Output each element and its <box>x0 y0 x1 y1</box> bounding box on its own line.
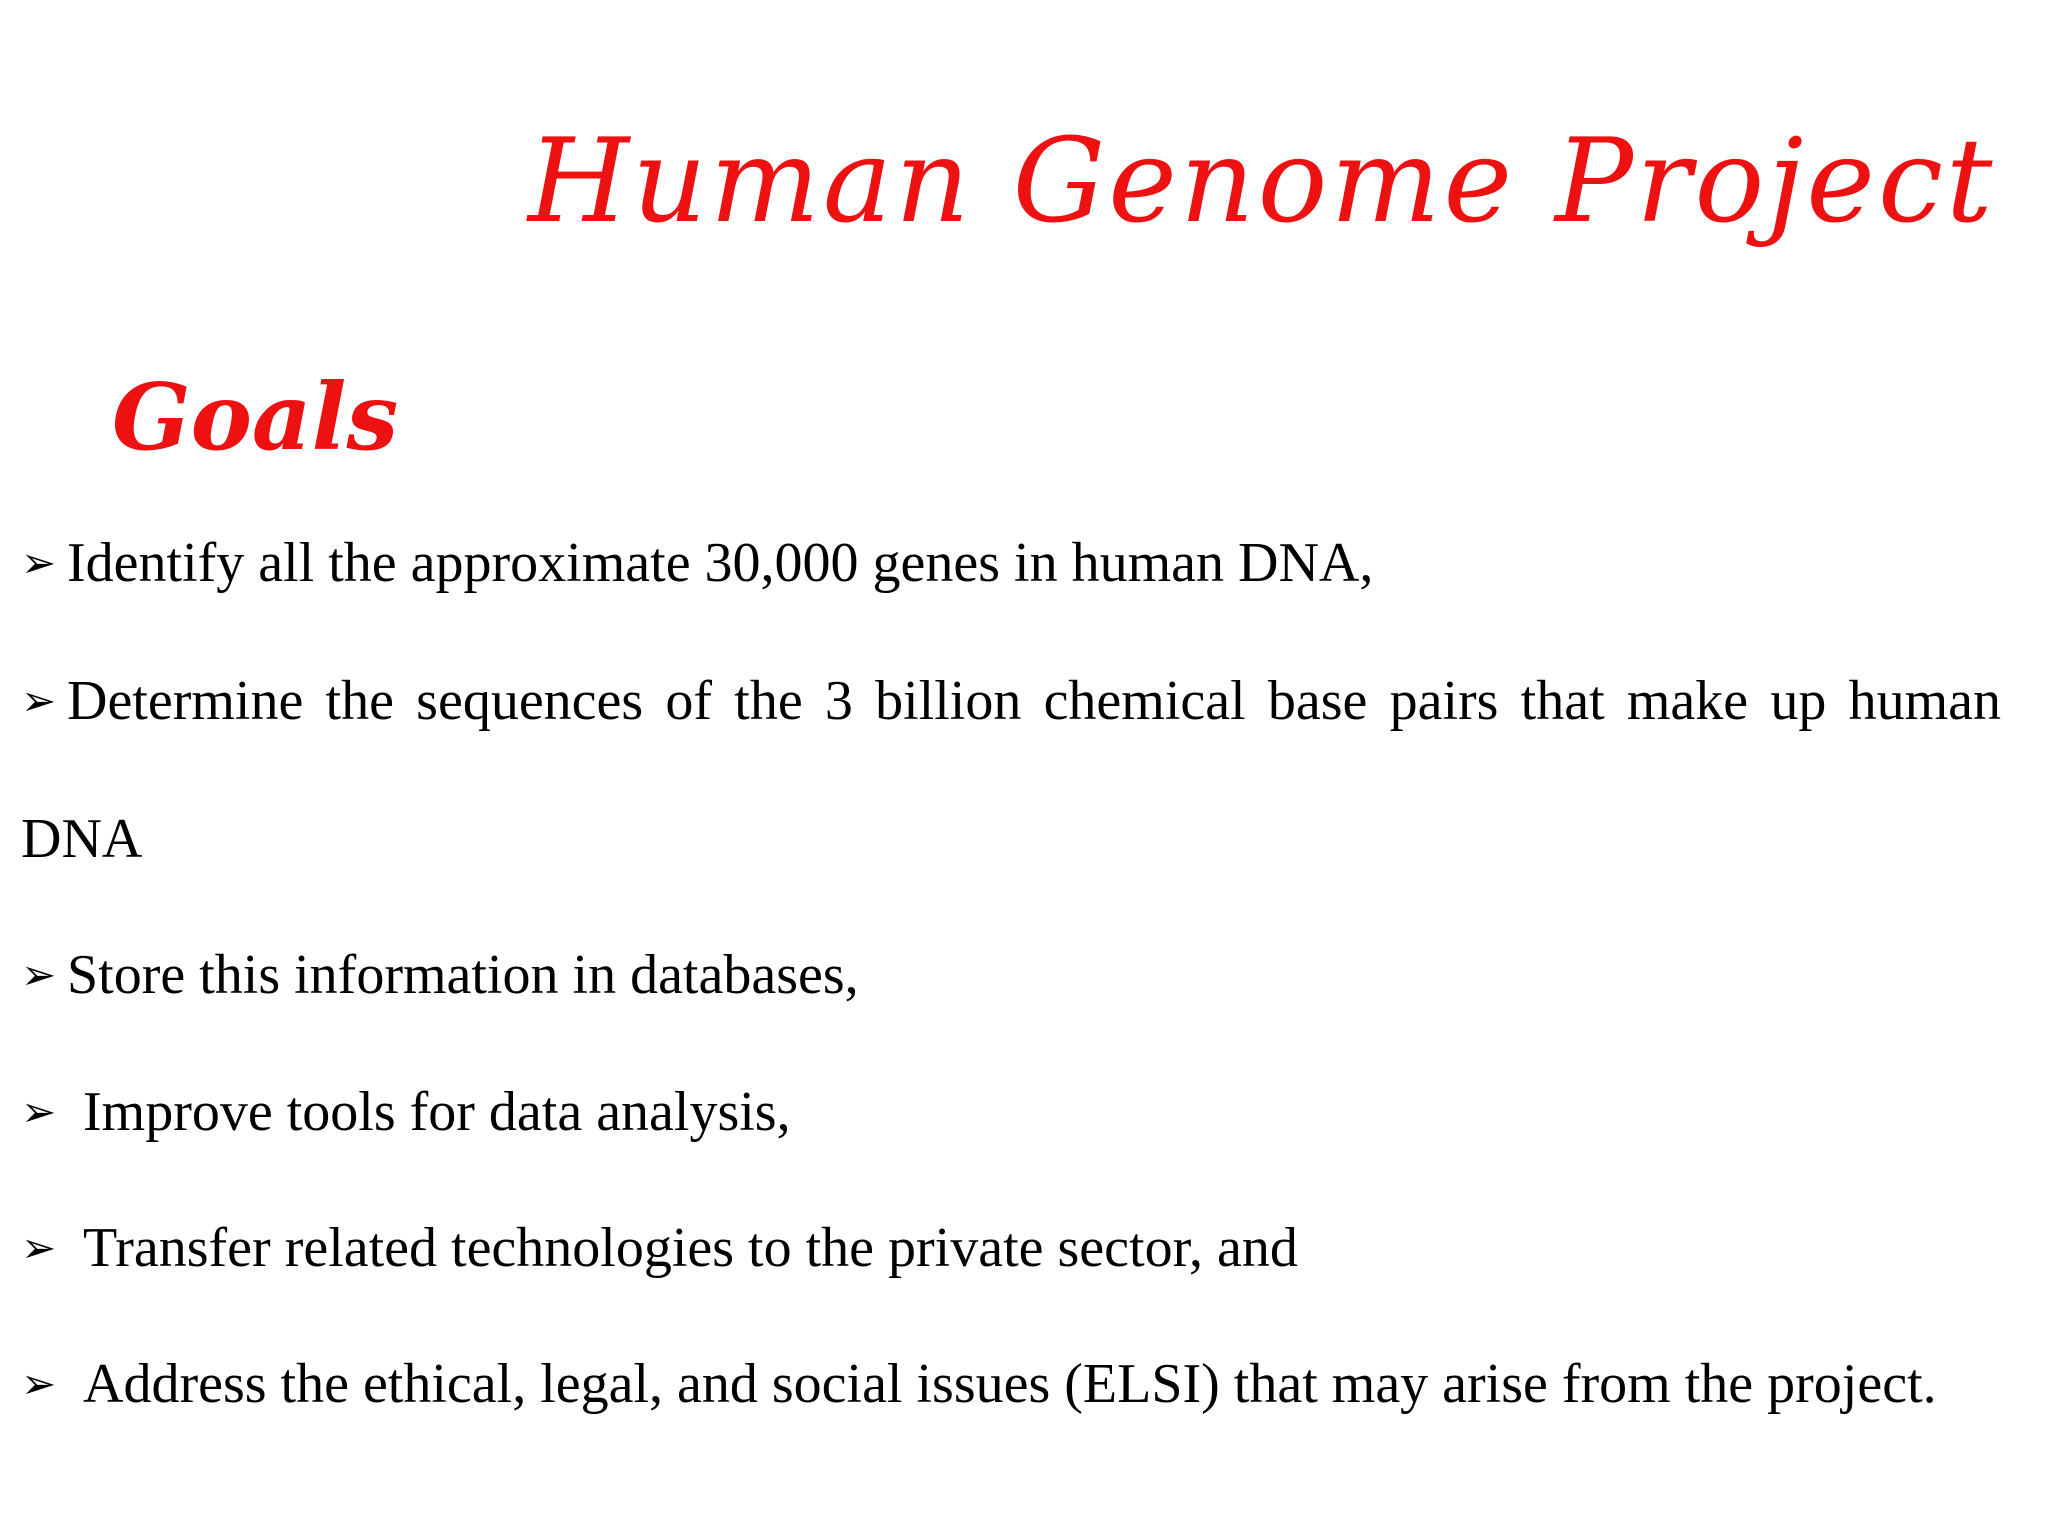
goal-text-2: Determine the sequences of the 3 billion chemical base pairs that make up human <box>67 670 2001 732</box>
goal-item-4 <box>21 1077 791 1147</box>
slide-title: Human Genome Project <box>528 114 1996 249</box>
goal-text-2-line <box>21 666 2001 736</box>
goal-item-5 <box>21 1213 1298 1283</box>
arrowhead-bullet-icon: ➢ <box>21 1359 57 1408</box>
arrowhead-bullet-icon: ➢ <box>21 676 57 725</box>
goals-heading: Goals <box>112 363 399 471</box>
goal-text-4: Improve tools for data analysis, <box>83 1081 791 1143</box>
arrowhead-bullet-icon: ➢ <box>21 1223 57 1272</box>
goal-text-3: Store this information in databases, <box>67 944 859 1006</box>
goal-item-2 <box>21 666 2001 736</box>
goal-text-2-continuation: DNA <box>21 808 143 870</box>
arrowhead-bullet-icon: ➢ <box>21 538 57 587</box>
goal-item-1 <box>21 528 1373 598</box>
arrowhead-bullet-icon: ➢ <box>21 1087 57 1136</box>
goal-text-1: Identify all the approximate 30,000 genes in human DNA, <box>67 532 1374 594</box>
goal-item-6 <box>21 1349 1937 1419</box>
goal-text-5: Transfer related technologies to the private sector, and <box>83 1217 1298 1279</box>
goal-text-6: Address the ethical, legal, and social issues (ELSI) that may arise from the project. <box>83 1353 1937 1415</box>
arrowhead-bullet-icon: ➢ <box>21 950 57 999</box>
goal-item-3 <box>21 940 859 1010</box>
